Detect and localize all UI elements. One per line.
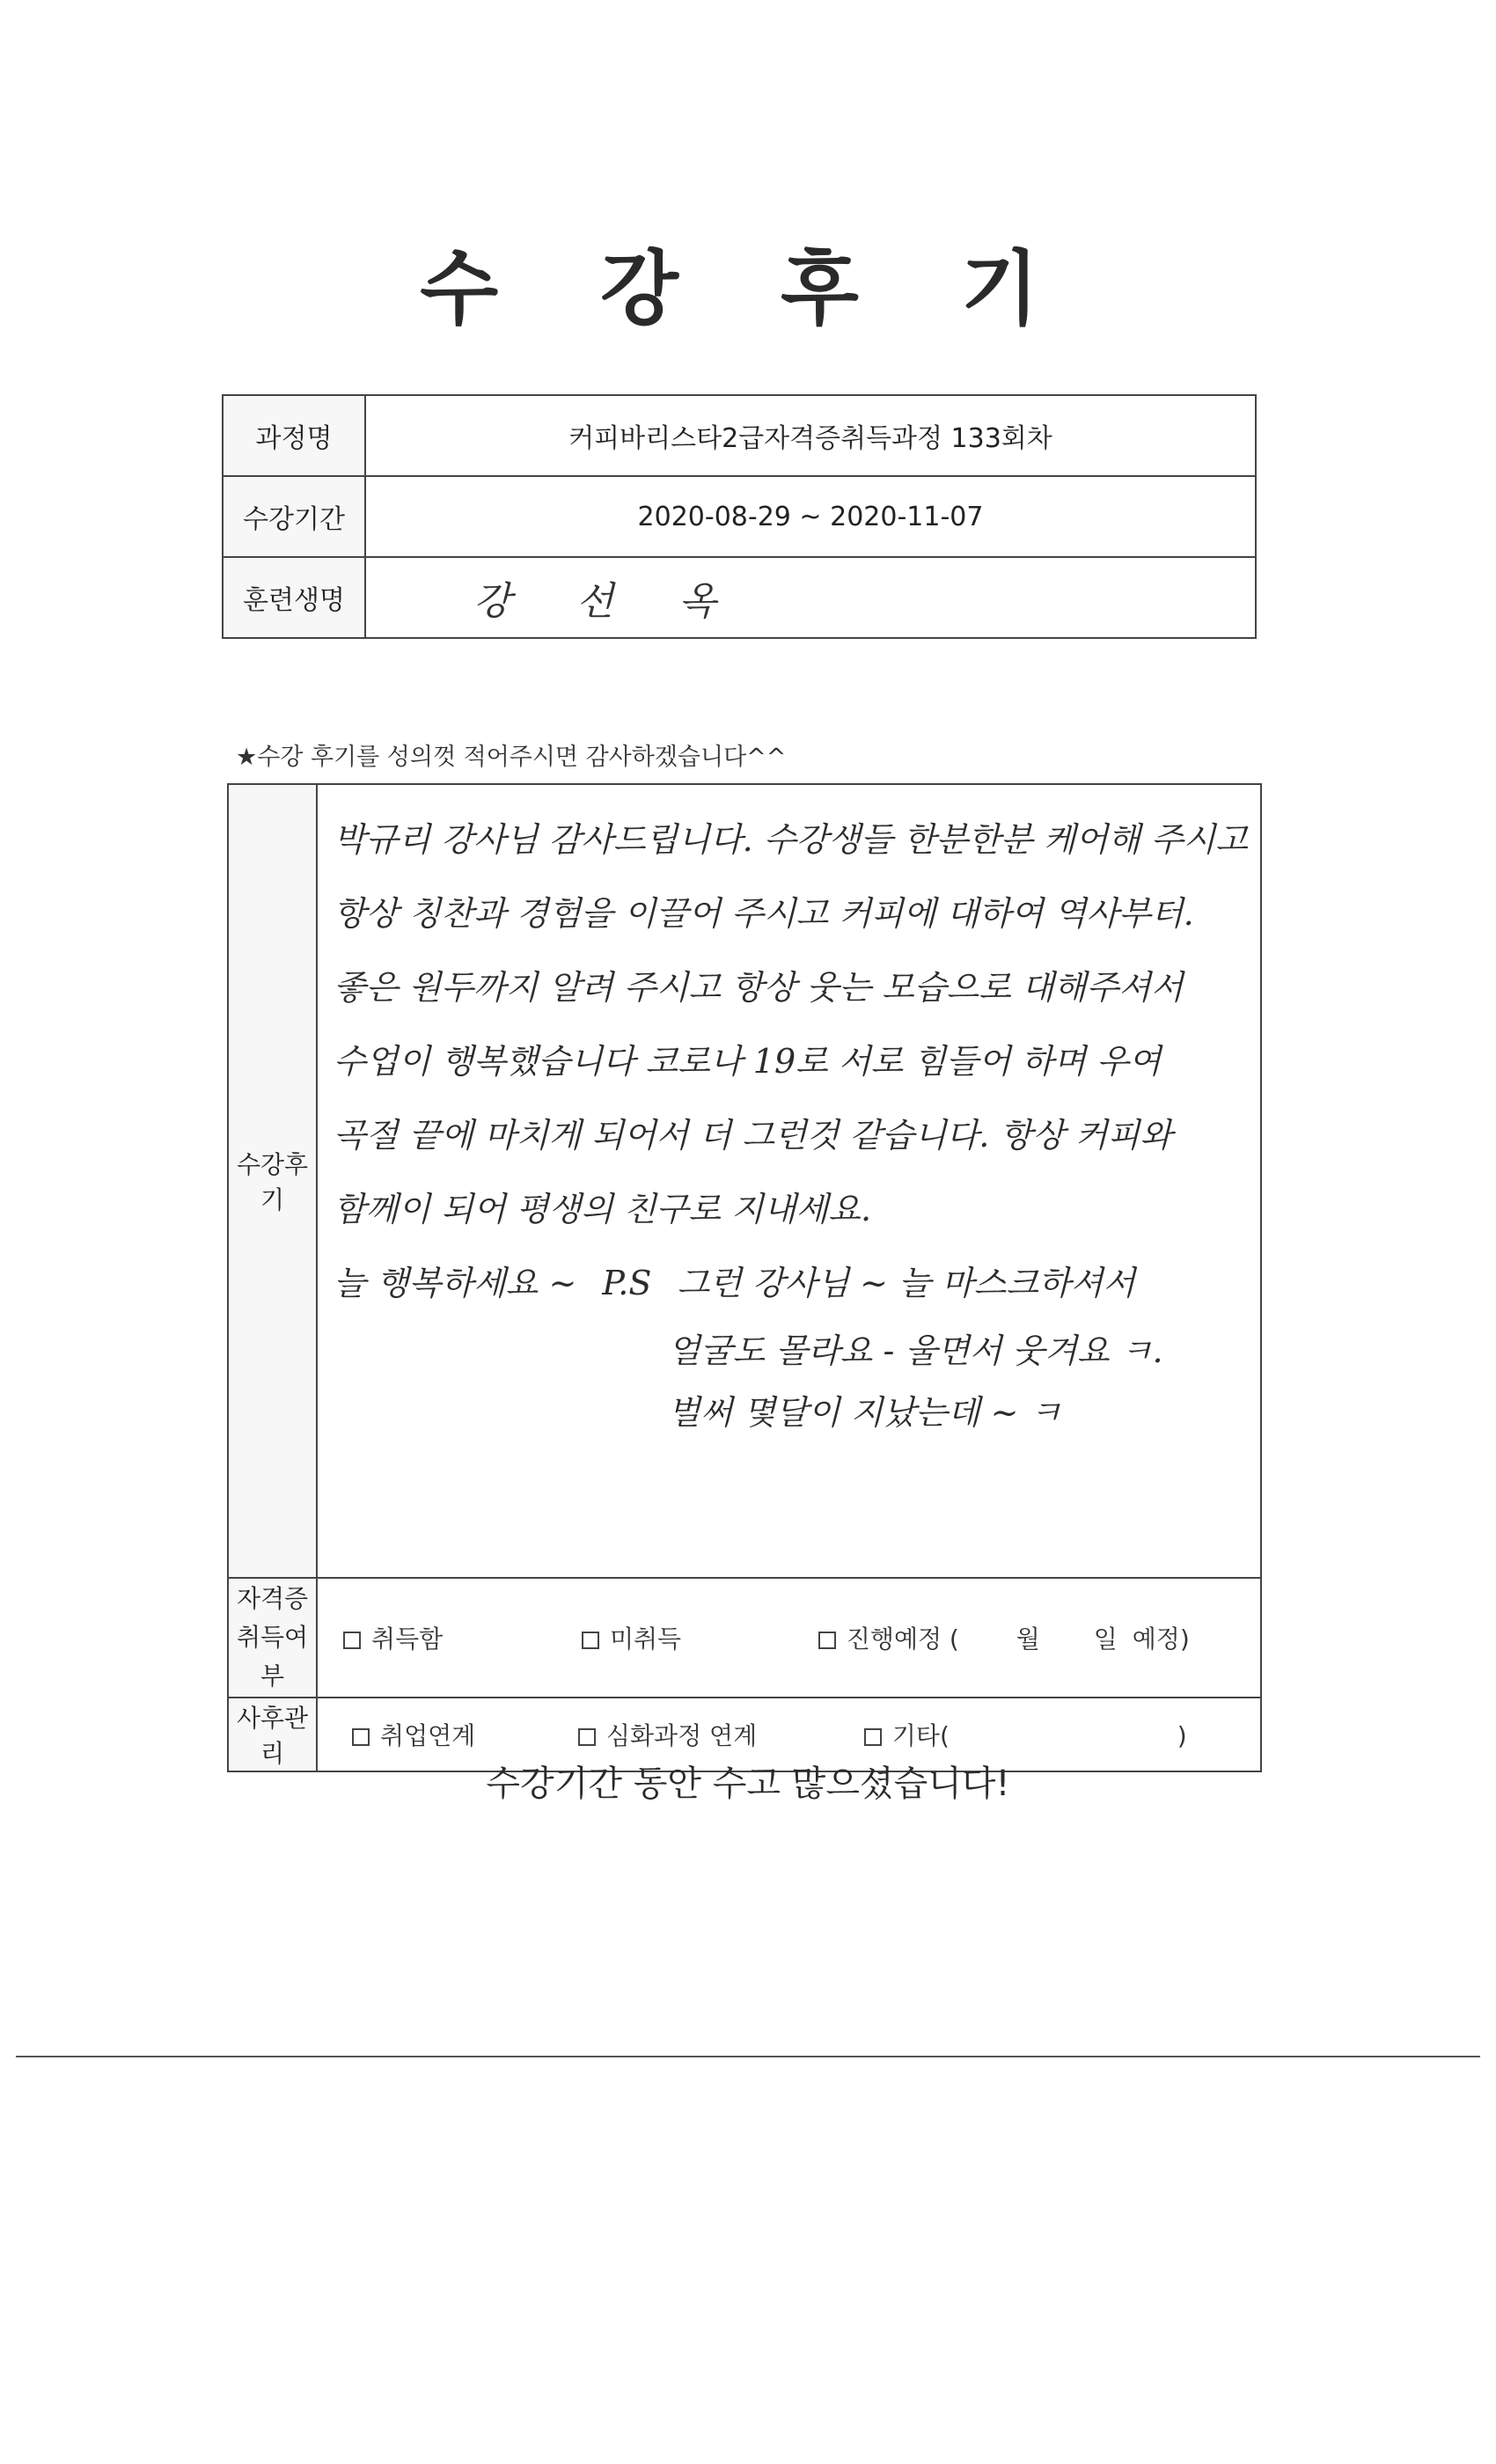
review-line-ps (334, 1246, 1248, 1320)
period-value: 2020-08-29 ~ 2020-11-07 (365, 476, 1256, 557)
trainee-handwritten-name: 강 선 옥 (473, 579, 743, 624)
cert-suffix: 예정) (1132, 1624, 1190, 1654)
course-value: 커피바리스타2급자격증취득과정 133회차 (365, 395, 1256, 476)
course-row (223, 395, 1256, 476)
trainee-label: 훈련생명 (223, 557, 365, 638)
ps-line: 그런 강사님 ~ 늘 마스크하셔서 (677, 1264, 1136, 1302)
review-line: 항상 칭찬과 경험을 이끌어 주시고 커피에 대하여 역사부터. (334, 894, 1194, 933)
closing-message: 수강기간 동안 수고 많으셨습니다! (486, 1764, 1010, 1804)
review-line: 곡절 끝에 마치게 되어서 더 그런것 같습니다. 항상 커피와 (334, 1116, 1173, 1155)
cert-option-planned[interactable]: 진행예정 ( 월 일 예정) (818, 1620, 1190, 1655)
review-handwritten-text (317, 784, 1261, 1578)
checkbox-icon[interactable] (582, 1632, 599, 1649)
cert-row (228, 1578, 1261, 1698)
checkbox-icon[interactable] (818, 1632, 836, 1649)
review-instruction: ★수강 후기를 성의껏 적어주시면 감사하겠습니다^^ (236, 744, 787, 771)
cert-month-label: 월 (1016, 1624, 1040, 1654)
cert-day-label: 일 (1093, 1624, 1118, 1654)
period-row (223, 476, 1256, 557)
course-label: 과정명 (223, 395, 365, 476)
review-line: 함께이 되어 평생의 친구로 지내세요. (334, 1190, 872, 1228)
followup-option-job[interactable]: 취업연계 (352, 1717, 570, 1752)
ps-line: 얼굴도 몰라요 - 울면서 웃겨요 ㅋ. (668, 1331, 1163, 1370)
followup-option-advanced[interactable]: 심화과정 연계 (578, 1717, 856, 1752)
cert-option-not-acquired[interactable]: 미취득 (582, 1620, 810, 1655)
cert-options (317, 1578, 1261, 1698)
trainee-value (365, 557, 1256, 638)
review-line: 늘 행복하세요 ~ (334, 1264, 577, 1302)
page-title: 수 강 후 기 (420, 242, 1076, 336)
cert-option-acquired[interactable]: 취득함 (343, 1620, 574, 1655)
cert-label-line2: 취득여부 (236, 1623, 309, 1690)
checkbox-icon[interactable] (864, 1728, 882, 1746)
course-info-table (222, 394, 1257, 639)
page-bottom-rule (16, 2056, 1480, 2057)
review-line: 좋은 원두까지 알려 주시고 항상 웃는 모습으로 대해주셔서 (334, 968, 1184, 1007)
checkbox-icon[interactable] (343, 1632, 361, 1649)
period-label: 수강기간 (223, 476, 365, 557)
checkbox-icon[interactable] (352, 1728, 370, 1746)
trainee-row (223, 557, 1256, 638)
review-line: 수업이 행복했습니다 코로나 19로 서로 힘들어 하며 우여 (334, 1042, 1162, 1081)
followup-close-paren: ) (1177, 1721, 1187, 1750)
review-row (228, 784, 1261, 1578)
review-label: 수강후기 (228, 784, 317, 1578)
review-table (227, 783, 1262, 1772)
review-line: 박규리 강사님 감사드립니다. 수강생들 한분한분 케어해 주시고 (334, 820, 1248, 859)
cert-label (228, 1578, 317, 1698)
cert-label-line1: 자격증 (236, 1584, 309, 1613)
followup-label: 사후관리 (228, 1698, 317, 1771)
ps-tag: P.S (602, 1264, 652, 1302)
checkbox-icon[interactable] (578, 1728, 596, 1746)
ps-line: 벌써 몇달이 지났는데 ~ ㅋ (668, 1393, 1062, 1432)
followup-option-other[interactable]: 기타( ) (864, 1717, 1187, 1752)
